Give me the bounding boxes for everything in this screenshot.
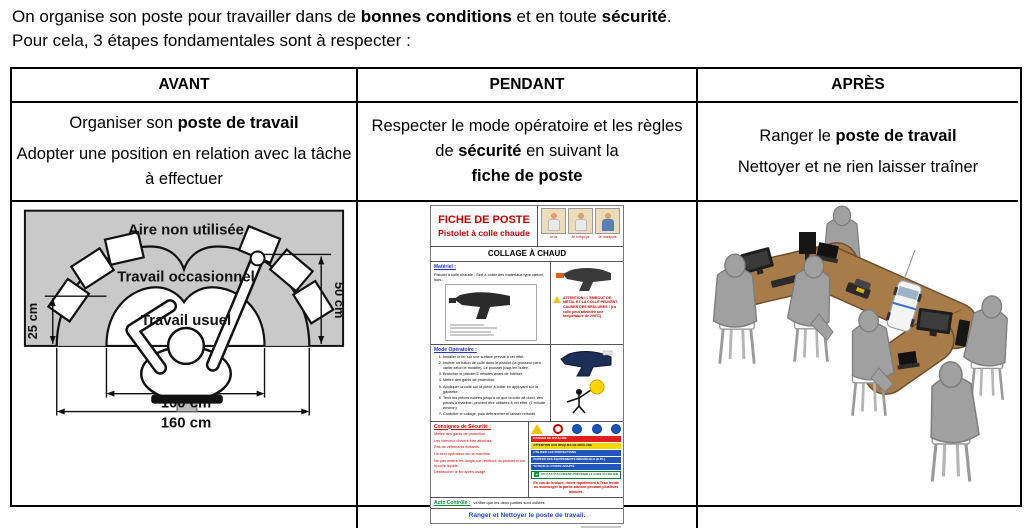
desc-pendant-text: Respecter le mode opératoire et les règles de sécurité en suivant la fiche de poste [371,117,683,185]
bar-blue-3: TUTEUR AU POSTE ADAPTÉ [531,464,621,470]
label-25cm: 25 cm [24,302,40,340]
label-160cm: 160 cm [160,415,212,432]
header-avant: AVANT [12,69,358,103]
fiche-banner: COLLAGE À CHAUD [431,247,623,262]
autocontrole-label: Auto Contrôle : [434,499,471,506]
header-apres: APRÈS [698,69,1018,103]
materiel-label: Matériel : [434,264,456,271]
intro-line-1: On organise son poste pour travailler dans de bonnes conditions et en toute sécurité. [12,7,672,26]
desc-apres [698,103,1018,202]
hazard-triangle-icon [531,424,543,434]
picto-handle-icon [595,208,620,234]
desc-avant [12,103,358,202]
gluegun-photo [553,264,615,292]
warning-triangle-icon [553,296,561,303]
consignes-label: Consignes de Sécurité : [434,423,491,430]
attention-note: ATTENTION ! L'EMBOUT DE MÉTAL ET LA COLLE PEUVENT CAUSER DES BRÛLURES ! (La colle peut atteindre une température de 200°C) [553,296,621,319]
fiche-title-box [431,206,538,246]
fiche-title: FICHE DE POSTE [438,214,530,227]
mode-label: Mode Opératoire : [434,346,477,353]
gluegun-cartoon [553,347,615,377]
pendant-image-cell [358,202,698,528]
picto-read-caption: Je lis [549,235,558,239]
picto-equip-caption: Je m'équipe [571,235,590,239]
avant-image-cell [12,202,358,528]
fiche-pictograms [538,206,623,246]
workzone-diagram [11,202,357,460]
fiche-subtitle: Pistolet à colle chaude [438,227,530,238]
bar-blue-1: UTILISER LES PROTECTIONS [531,450,621,456]
picto-read-icon [541,208,566,234]
apres-image-cell [698,202,1018,528]
first-aid-cross-icon: + [535,472,538,477]
prohibition-icon [553,424,563,434]
bar-blue-2: PORTER DES ÉQUIPEMENTS INDIVIDUELS (E.P.I.) [531,457,621,463]
picto-handle-caption: Je manipule [598,235,617,239]
fiche-de-poste: FICHE DE POSTE Pistolet à colle chaude Je lis Je m'équipe Je manipule COLLAGE À CHAUD Matériel : Pistolet à colle chaude : Sert à coller des matériaux type carton, bois... ATTENTION ! L'EMBOUT DE MÉTAL ET LA COLLE PEUVENT CAUSER DES BRÛLURES ! (La colle peut atteindre une température de 200°C) Mode Opératoire : 1. Installer le fer sur une surface prévue à cet effet. 2. Insérer un bâton de colle dans le pistolet (la grosseur peut varier selon le modèle). Le pousser jusqu'en butée. 3. Brancher le pistolet 5 minutes avant de l'utiliser. 4. Mettre des gants de protection. 5. Appliquer la colle sur la pièce à coller en appuyant sur la gâchette. 6. Tenir les pièces collées jusqu'à ce que la colle ait durci, des pinces à maintien peuvent être utilisées à cet effet. (1 minute environ) 7. Contrôler le collage, puis débrancher et laisser refroidir. Consignes de Sécurité : Mettre des gants de protection. Les cheveux doivent être attachés. Pas de vêtements flottants. Un seul opérateur sur la machine. Ne pas mettre les doigts sur l'embout du pistolet ni sur la colle liquide. Débrancher le fer après usage. DANGER DE BRÛLURE ATTENTION AUX RISQUES DE BRÛLURE UTILISER LES PROTECTIONS PORTER DES ÉQUIPEMENTS INDIVIDUELS (E.P.I.) TUTEUR AU POSTE ADAPTÉ + EN CAS D'ACCIDENT PRÉVENIR LE CHEF D'ATELIER En cas de brûlure, rincer rapidement à l'eau froide ou submerger la partie atteinte pendant plusieurs minutes. Auto Contrôle : vérifier que les deux parties sont collées Ranger et Nettoyer le poste de travail. [430,205,624,524]
tidy-workstation-illustration [699,202,1017,500]
bar-danger: DANGER DE BRÛLURE [531,436,621,442]
mode-steps: 1. Installer le fer sur une surface prévue à cet effet. 2. Insérer un bâton de colle dans le pistolet (la grosseur peut varier selon le modèle). Le pousser jusqu'en butée. 3. Brancher le pistolet 5 minutes avant de l'utiliser. 4. Mettre des gants de protection. 5. Appliquer la colle sur la pièce à coller en appuyant sur la gâchette. 6. Tenir les pièces collées jusqu'à ce que la colle ait durci, des pinces à maintien peuvent être utilisées à cet effet. (1 minute environ) 7. Contrôler le collage, puis débrancher et laisser refroidir. [443,355,547,417]
desc-pendant [358,103,698,202]
desc-avant-line1: Organiser son poste de travail [69,114,299,132]
antenna [904,250,915,280]
fiche-footer: Ranger et Nettoyer le poste de travail. [468,512,586,520]
label-50cm: 50 cm [332,281,348,319]
bar-attention: ATTENTION AUX RISQUES DE BRÛLURE [531,443,621,449]
label-occasionnel: Travail occasionnel [117,269,255,286]
materiel-item: Pistolet à colle chaude : Sert à coller des matériaux type carton, bois... [434,272,544,283]
mandatory-icon-1 [572,424,582,434]
mandatory-icon-2 [592,424,602,434]
label-100cm: 100 cm [160,395,212,412]
steps-table [10,67,1022,520]
label-aire: Aire non utilisée [128,222,244,239]
desc-avant-line2: Adopter une position en relation avec la tâche à effectuer [16,145,352,188]
gluegun-diagram [445,284,537,341]
stick-figure [553,378,615,414]
urgence-note: En cas de brûlure, rincer rapidement à l'eau froide ou submerger la partie atteinte pendant plusieurs minutes. [533,480,619,494]
intro-paragraph [12,5,672,53]
autocontrole-text: vérifier que les deux parties sont collées [473,499,545,505]
desc-apres-line2: Nettoyer et ne rien laisser traîner [737,157,979,176]
mandatory-icon-3 [611,424,621,434]
picto-equip-icon [568,208,593,234]
intro-line-2: Pour cela, 3 étapes fondamentales sont à respecter : [12,31,411,50]
safety-pictograms [531,424,621,434]
label-usuel: Travail usuel [140,313,232,330]
header-pendant: PENDANT [358,69,698,103]
desc-apres-line1: Ranger le poste de travail [759,126,957,145]
bar-accident: + EN CAS D'ACCIDENT PRÉVENIR LE CHEF D'ATELIER [531,471,621,479]
